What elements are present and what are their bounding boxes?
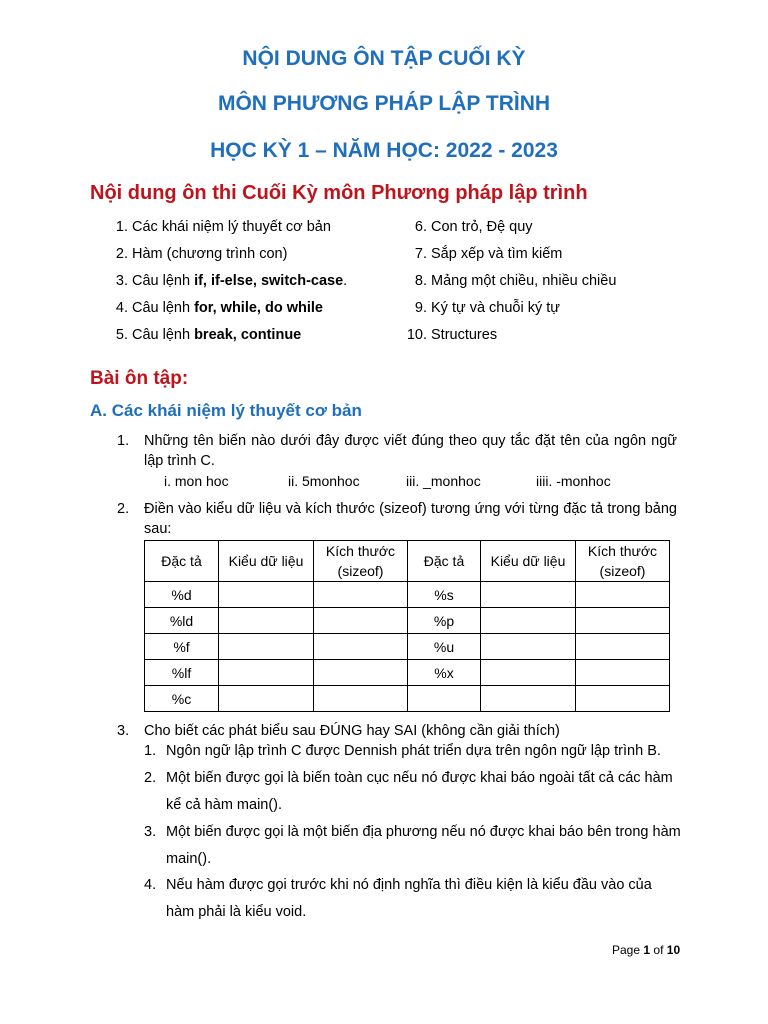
table-cell: %d bbox=[145, 582, 219, 608]
table-cell: %c bbox=[145, 686, 219, 712]
doc-title-line-3: HỌC KỲ 1 – NĂM HỌC: 2022 - 2023 bbox=[210, 139, 558, 162]
topic-item: 10. Structures bbox=[406, 327, 498, 343]
question-text: Điền vào kiểu dữ liệu và kích thước (sizeof) tương ứng với từng đặc tả trong bảng sau: bbox=[144, 501, 677, 537]
table-cell: %s bbox=[408, 582, 481, 608]
table-cell bbox=[576, 686, 670, 712]
table-cell bbox=[576, 582, 670, 608]
table-header-cell: Kích thước (sizeof) bbox=[314, 541, 408, 582]
topic-item: 4. Câu lệnh for, while, do while bbox=[115, 300, 323, 316]
question-number: 2. bbox=[117, 501, 130, 517]
topic-item: 3. Câu lệnh if, if-else, switch-case. bbox=[115, 273, 348, 289]
table-cell bbox=[481, 582, 576, 608]
table-row bbox=[145, 634, 670, 660]
option-item: iii. _monhoc bbox=[406, 473, 481, 489]
doc-title-line-2: MÔN PHƯƠNG PHÁP LẬP TRÌNH bbox=[217, 92, 551, 115]
subsection-heading-a: A. Các khái niệm lý thuyết cơ bản bbox=[90, 401, 362, 420]
table-cell bbox=[314, 634, 408, 660]
question-1 bbox=[117, 431, 677, 471]
section-heading-topics: Nội dung ôn thi Cuối Kỳ môn Phương pháp lập trình bbox=[90, 182, 588, 204]
format-specifier-table bbox=[144, 540, 670, 712]
table-header-cell: Kích thước (sizeof) bbox=[576, 541, 670, 582]
option-item: i. mon hoc bbox=[164, 473, 229, 489]
table-cell bbox=[481, 660, 576, 686]
table-row bbox=[145, 608, 670, 634]
doc-title-line-1: NỘI DUNG ÔN TẬP CUỐI KỲ bbox=[242, 47, 526, 70]
table-cell: %p bbox=[408, 608, 481, 634]
table-cell bbox=[314, 608, 408, 634]
table-row bbox=[145, 582, 670, 608]
option-item: ii. 5monhoc bbox=[288, 473, 360, 489]
question-number: 3. bbox=[117, 723, 130, 739]
section-heading-exercises: Bài ôn tập: bbox=[90, 368, 189, 389]
table-cell: %ld bbox=[145, 608, 219, 634]
topic-item: 8. Mảng một chiều, nhiều chiều bbox=[414, 273, 617, 289]
topic-item: 6. Con trỏ, Đệ quy bbox=[414, 219, 533, 235]
table-row bbox=[145, 686, 670, 712]
table-cell: %lf bbox=[145, 660, 219, 686]
table-cell bbox=[219, 686, 314, 712]
topic-item: 9. Ký tự và chuỗi ký tự bbox=[414, 300, 561, 316]
table-row bbox=[145, 660, 670, 686]
topic-item: 1. Các khái niệm lý thuyết cơ bản bbox=[115, 219, 331, 235]
table-cell: %x bbox=[408, 660, 481, 686]
table-cell: %u bbox=[408, 634, 481, 660]
option-item: iiii. -monhoc bbox=[536, 473, 611, 489]
table-cell bbox=[219, 660, 314, 686]
table-cell bbox=[408, 686, 481, 712]
statement-item: 1. Ngôn ngữ lập trình C được Dennish phát triển dựa trên ngôn ngữ lập trình B. bbox=[144, 743, 661, 759]
statement-item: 2. Một biến được gọi là biến toàn cục nếu nó được khai báo ngoài tất cả các hàm kể cả hàm main(). bbox=[144, 770, 673, 813]
table-header-cell: Đặc tả bbox=[408, 541, 481, 582]
question-number: 1. bbox=[117, 433, 130, 449]
table-cell bbox=[481, 608, 576, 634]
statement-item: 3. Một biến được gọi là một biến địa phương nếu nó được khai báo bên trong hàm main(). bbox=[144, 824, 681, 867]
table-cell bbox=[481, 686, 576, 712]
table-header-row bbox=[145, 541, 670, 582]
table-cell bbox=[314, 686, 408, 712]
table-cell bbox=[219, 582, 314, 608]
table-cell: %f bbox=[145, 634, 219, 660]
question-text: Những tên biến nào dưới đây được viết đúng theo quy tắc đặt tên của ngôn ngữ lập trình C. bbox=[144, 433, 677, 469]
table-header-cell: Kiểu dữ liệu bbox=[481, 541, 576, 582]
table-cell bbox=[481, 634, 576, 660]
table-cell bbox=[576, 660, 670, 686]
statement-item: 4. Nếu hàm được gọi trước khi nó định nghĩa thì điều kiện là kiểu đầu vào của hàm phải là kiểu void. bbox=[144, 877, 652, 920]
table-cell bbox=[219, 634, 314, 660]
table-cell bbox=[314, 660, 408, 686]
topic-item: 2. Hàm (chương trình con) bbox=[115, 246, 288, 262]
table-header-cell: Đặc tả bbox=[145, 541, 219, 582]
question-text: Cho biết các phát biểu sau ĐÚNG hay SAI (không cần giải thích) bbox=[144, 723, 560, 739]
table-cell bbox=[576, 608, 670, 634]
table-cell bbox=[576, 634, 670, 660]
page-number: Page 1 of 10 bbox=[612, 943, 681, 957]
topic-item: 5. Câu lệnh break, continue bbox=[115, 327, 302, 343]
table-header-cell: Kiểu dữ liệu bbox=[219, 541, 314, 582]
table-cell bbox=[314, 582, 408, 608]
question-2 bbox=[117, 499, 677, 539]
topic-item: 7. Sắp xếp và tìm kiếm bbox=[414, 246, 563, 262]
table-cell bbox=[219, 608, 314, 634]
